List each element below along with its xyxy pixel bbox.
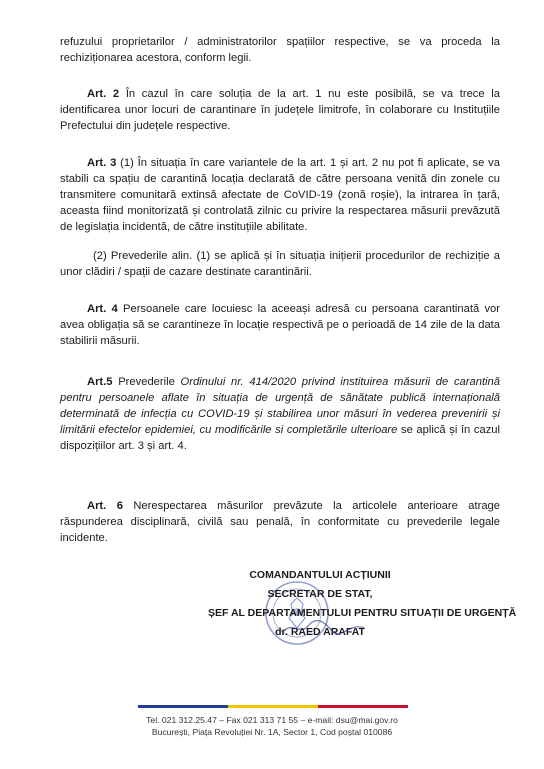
article-4 <box>60 301 500 349</box>
footer-bar-yellow <box>228 705 318 708</box>
article-2 <box>60 86 500 134</box>
article-6 <box>60 498 500 546</box>
signature-line-title: SECRETAR DE STAT, <box>267 588 373 600</box>
article-3 <box>60 155 500 235</box>
article-label: Art.5 <box>87 376 113 388</box>
article-text: În cazul în care soluția de la art. 1 nu este posibilă, se va trece la identificarea unor locuri de carantinare în județele limitrofe, în colaborare cu Instituțiile Prefectului din județele respective. <box>60 88 500 132</box>
footer-bar-red <box>318 705 408 708</box>
footer-contact <box>0 714 544 738</box>
ordinance-title: Ordinului nr. 414/2020 privind instituirea măsurii de carantină pentru persoanele aflate în situația de urgență de sănătate publică internațională determinată de infecția cu COVID-19 și stabilirea unor măsuri în vederea prevenirii și limitării efectelor epidemiei, cu modificările si completările ulterioare <box>60 376 500 436</box>
paragraph-continuation <box>60 34 500 66</box>
article-text: (2) Prevederile alin. (1) se aplică și în situația inițierii procedurilor de rechiziție a unor clădiri / spații de cazare destinate carantinării. <box>60 250 500 278</box>
handwritten-signature <box>278 618 368 638</box>
article-label: Art. 2 <box>87 88 120 100</box>
article-5 <box>60 374 500 454</box>
footer-bar-blue <box>138 705 228 708</box>
footer-phone-email: Tel. 021 312.25.47 – Fax 021 313 71 55 – e-mail: dsu@mai.gov.ro <box>146 715 398 725</box>
paragraph-text: refuzului proprietarilor / administratorilor spațiilor respective, se va proceda la rechiziționarea acestora, conform legii. <box>60 36 500 64</box>
article-text: (1) În situația în care variantele de la art. 1 și art. 2 nu pot fi aplicate, se va stabili ca spațiu de carantină locația declarată de către persoana venită din zonele cu transmitere comunitară extinsă afectate de CoVID-19 (zonă roșie), la intrarea în țară, aceasta fiind monitorizată și controlată zilnic cu privire la respectarea măsurii prevăzută de legislația incidentă, de către instituțiile abilitate. <box>60 157 500 233</box>
article-text: Prevederile <box>112 376 181 388</box>
article-3-paragraph-2 <box>60 248 500 280</box>
article-text: Persoanele care locuiesc la aceeași adresă cu persoana carantinată vor avea obligația să se carantineze în locație respectivă pe o perioadă de 14 zile de la data stabilirii măsurii. <box>60 303 500 347</box>
article-label: Art. 4 <box>87 303 118 315</box>
signature-block <box>208 566 517 642</box>
article-text: Nerespectarea măsurilor prevăzute la articolele anterioare atrage răspunderea disciplinară, civilă sau penală, în conformitate cu prevederile legale incidente. <box>60 500 500 544</box>
article-text: se aplică și în cazul dispozițiilor art. 3 și art. 4. <box>60 424 500 452</box>
article-label: Art. 3 <box>87 157 117 169</box>
article-label: Art. 6 <box>87 500 123 512</box>
signature-line-commander: COMANDANTULUI ACȚIUNII <box>249 569 391 581</box>
footer-address: București, Piața Revoluției Nr. 1A, Sector 1, Cod poștal 010086 <box>151 727 393 737</box>
signature-name: dr. RAED ARAFAT <box>275 626 365 638</box>
signature-line-department: ȘEF AL DEPARTAMENTULUI PENTRU SITUAȚII DE URGENȚĂ <box>208 607 517 619</box>
